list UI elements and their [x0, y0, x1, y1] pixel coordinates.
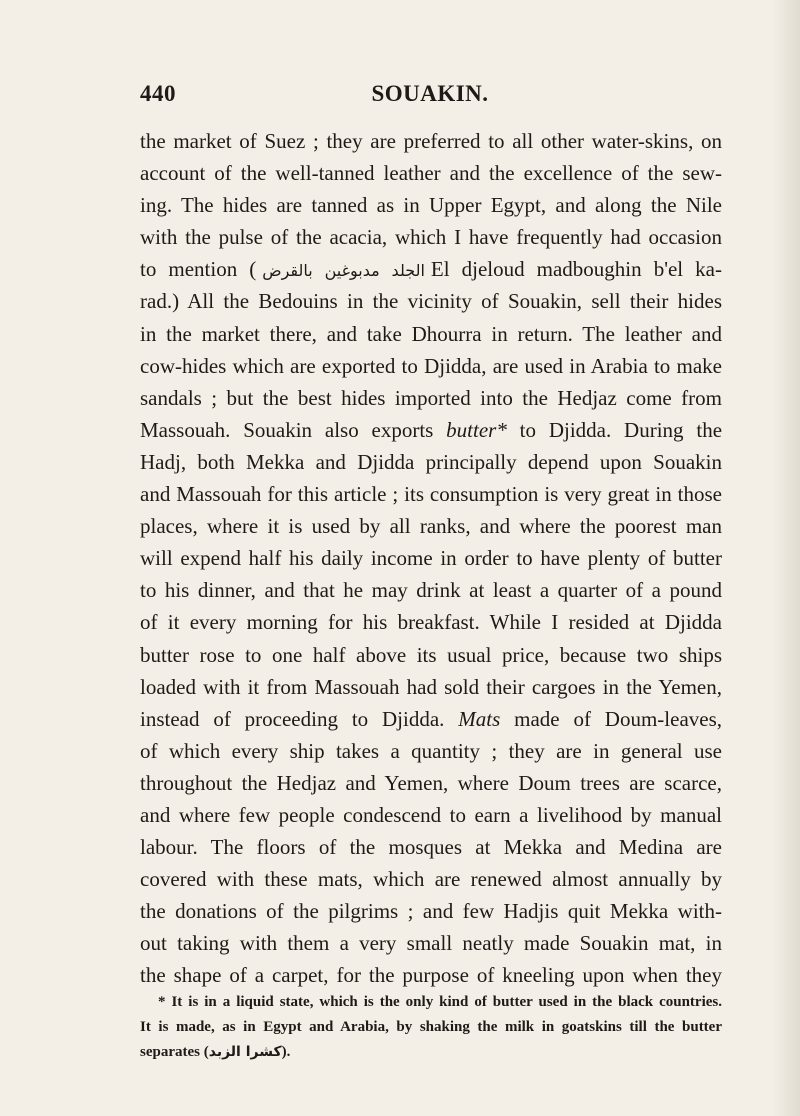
text-line: the market of Suez ; they are preferred to all other water-skins, on	[140, 129, 722, 153]
text-line: covered with these mats, which are renewed almost annually by	[140, 867, 722, 892]
text-line: in the market there, and take Dhourra in return. The leather and	[140, 321, 722, 346]
text-fragment: ).	[281, 1044, 291, 1060]
text-fragment: instead of proceeding to Djidda.	[140, 706, 445, 731]
text-line: of it every morning for his breakfast. While I resided at Djidda	[140, 610, 722, 635]
text-line	[140, 253, 722, 285]
footnote-line: It is made, as in Egypt and Arabia, by shaking the milk in goatskins till the butter	[140, 1019, 722, 1035]
text-line: Hadj, both Mekka and Djidda principally depend upon Souakin	[140, 449, 722, 474]
page-edge-shadow	[772, 0, 800, 1116]
text-line: account of the well-tanned leather and the excellence of the sew-	[140, 161, 722, 186]
text-line: ing. The hides are tanned as in Upper Egypt, and along the Nile	[140, 193, 722, 218]
text-line: throughout the Hedjaz and Yemen, where Doum trees are scarce,	[140, 770, 722, 795]
text-line: the shape of a carpet, for the purpose of kneeling upon when they	[140, 963, 722, 988]
text-line: rad.) All the Bedouins in the vicinity of Souakin, sell their hides	[140, 289, 722, 314]
text-line: of which every ship takes a quantity ; they are in general use	[140, 738, 722, 763]
text-line: labour. The floors of the mosques at Mekka and Medina are	[140, 835, 722, 860]
text-line	[140, 703, 722, 735]
text-fragment: to Djidda. During the	[519, 417, 723, 442]
text-fragment: separates (	[140, 1044, 209, 1060]
text-fragment: made of Doum-leaves,	[514, 706, 723, 731]
text-line: cow-hides which are exported to Djidda, are used in Arabia to make	[140, 353, 722, 378]
text-line: and Massouah for this article ; its consumption is very great in those	[140, 482, 722, 507]
text-line: with the pulse of the acacia, which I have frequently had occasion	[140, 225, 722, 250]
running-title: SOUAKIN.	[371, 81, 489, 106]
arabic-phrase: الجلد مدبوغين بالقرض	[262, 261, 425, 281]
footnote-line	[140, 1040, 722, 1065]
text-fragment: to mention (	[140, 257, 257, 282]
page-number: 440	[140, 81, 176, 106]
text-fragment: Massouah. Souakin also exports	[140, 417, 434, 442]
footnote	[140, 990, 722, 1065]
text-line: will expend half his daily income in order to have plenty of butter	[140, 546, 722, 571]
body-text	[140, 125, 722, 992]
italic-word: Mats	[458, 706, 501, 731]
text-line: loaded with it from Massouah had sold their cargoes in the Yemen,	[140, 674, 722, 699]
text-line	[140, 414, 722, 446]
footnote-line: * It is in a liquid state, which is the only kind of butter used in the black countries.	[158, 994, 722, 1010]
italic-word: butter*	[446, 417, 507, 442]
text-line: butter rose to one half above its usual price, because two ships	[140, 642, 722, 667]
text-line: and where few people condescend to earn a livelihood by manual	[140, 802, 722, 827]
text-line: places, where it is used by all ranks, and where the poorest man	[140, 514, 722, 539]
running-head	[140, 81, 720, 111]
text-line: sandals ; but the best hides imported into the Hedjaz come from	[140, 385, 722, 410]
text-fragment: El djeloud madboughin b'el ka-	[430, 257, 722, 282]
arabic-phrase: كشرا الزبد	[208, 1044, 282, 1060]
text-line: out taking with them a very small neatly made Souakin mat, in	[140, 931, 722, 956]
text-line: the donations of the pilgrims ; and few Hadjis quit Mekka with-	[140, 899, 722, 924]
text-line: to his dinner, and that he may drink at least a quarter of a pound	[140, 578, 722, 603]
